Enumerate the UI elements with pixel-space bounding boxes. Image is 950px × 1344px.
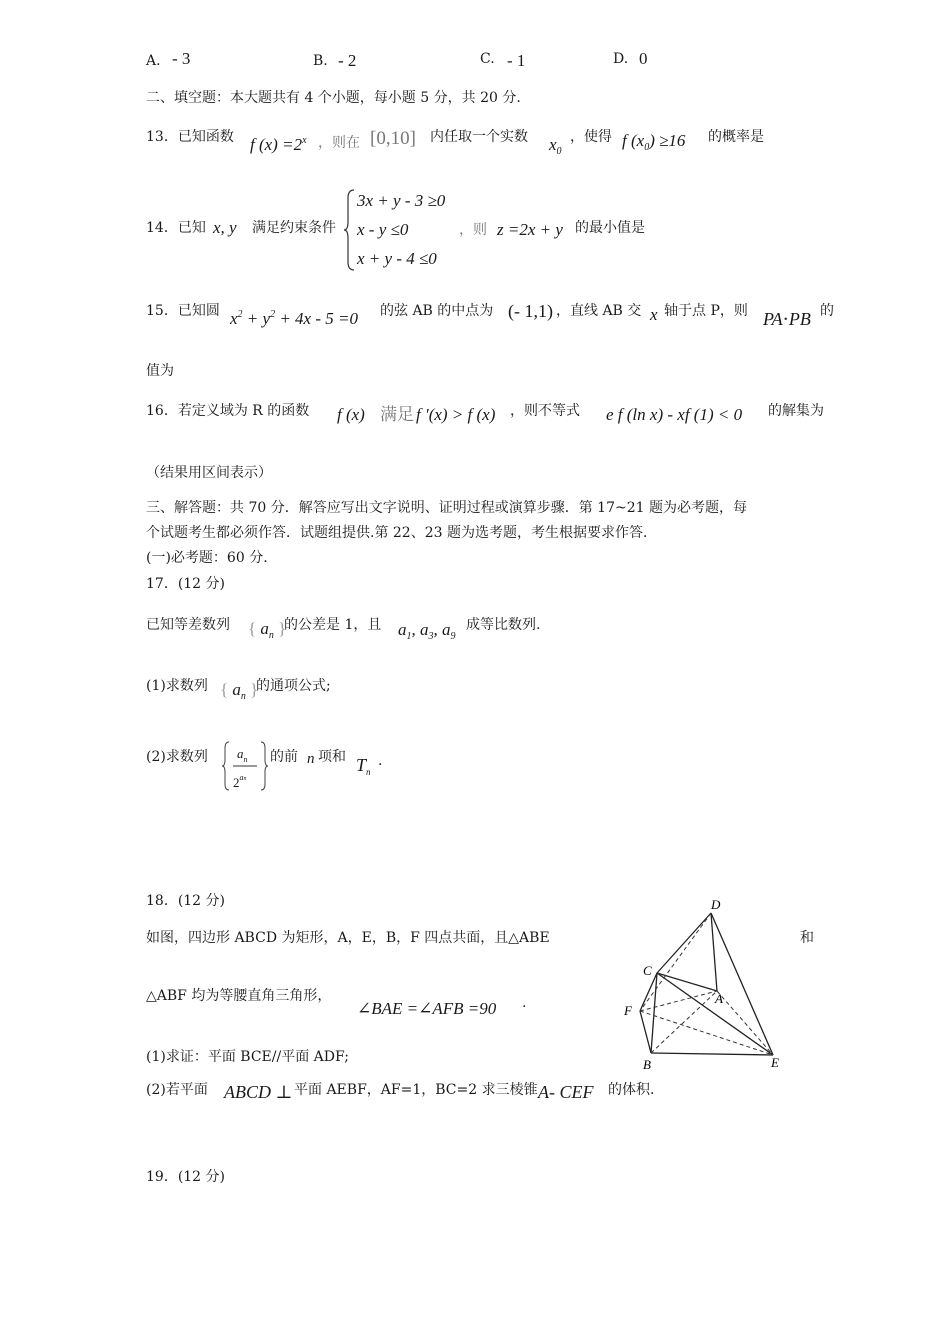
fig-label-E: E [771,1055,779,1070]
fig-dash-FE [640,1011,773,1055]
q18-figure [615,895,795,1075]
option-b-value: - 2 [338,51,357,70]
section3-line1: 三、解答题：共 70 分．解答应写出文字说明、证明过程或演算步骤．第 17~21 题为必考题，每 [146,500,747,516]
q14-text2: ，则 [459,222,487,238]
q17-frac-den: $2^{an}$ [233,773,247,790]
q13-interval: [0,10] [370,128,416,149]
q15-text1: 的弦 AB 的中点为 [380,303,494,319]
fig-edge-FB [640,1011,651,1053]
section3-line2: 个试题考生都必须作答．试题组提供.第 22、23 题为选考题，考生根据要求作答． [146,525,657,541]
q15-x: x [650,305,658,324]
q16-text3: 的解集为 [768,403,824,419]
fig-label-A: A [715,991,723,1006]
q18-angle: ∠BAE =∠AFB =90 [357,999,497,1018]
q13-mid: ，则在 [318,135,360,151]
q17-intro3: 成等比数列. [466,617,541,633]
q14-c1: 3x + y - 3 ≥0 [357,191,446,210]
q17-intro2: 的公差是 1，且 [284,617,382,633]
fig-dash-BA [651,991,717,1053]
option-b-label: B. [313,53,328,69]
fig-edge-BE [651,1053,773,1055]
q17-an: { $a_n$ } [248,619,287,641]
q18-p2-c: 的体积. [608,1082,655,1098]
q18-p1: (1)求证：平面 BCE//平面 ADF; [146,1049,349,1065]
q17-terms: $a_1$, $a_3$, $a_9$ [398,620,456,642]
q17-number: 17．(12 分) [146,576,226,592]
q14-text1: 满足约束条件 [252,220,336,236]
q15-line2: 值为 [146,363,174,379]
q14-brace [344,188,356,272]
fig-dash-AE [717,991,773,1055]
q17-intro1: 已知等差数列 [146,617,230,633]
q13-text3: ，使得 [570,129,612,145]
q13-cond: f $(x_0) \ge 16$ [622,131,686,153]
fig-label-C: C [643,963,652,978]
q18-dot: . [522,995,527,1011]
q18-p2-a: (2)若平面 [146,1082,208,1098]
q17-p2-d: . [378,753,383,769]
q15-expr: PA⋅PB [763,309,811,329]
q16-number: 16．若定义域为 R 的函数 [146,403,310,419]
section3-required: (一)必考题：60 分. [146,550,268,566]
q17-n: n [307,751,315,767]
q16-line2: （结果用区间表示） [146,465,272,481]
q15-number: 15．已知圆 [146,303,220,319]
q13-number: 13．已知函数 [146,129,234,145]
q17-p2-b: 的前 [270,749,298,765]
fig-label-F: F [624,1003,632,1018]
q17-p1-an: { $a_n$ } [220,680,259,702]
q16-ineq: e f (ln x) - xf (1) < 0 [606,405,743,424]
q13-fx: f $(x) =2^x$ [250,135,307,154]
fig-label-D: D [711,897,721,912]
q18-line1: 如图，四边形 ABCD 为矩形，A，E，B，F 四点共面，且△ABE [146,930,550,946]
q15-circle: $x^2 + y^2 + 4x - 5 =0$ [230,309,358,328]
q14-c2: x - y ≤0 [357,220,409,239]
q18-p2-expr2: A- CEF [538,1082,594,1102]
q17-p2-a: (2)求数列 [146,749,208,765]
q17-p1-b: 的通项公式; [256,678,331,694]
option-c-label: C. [480,51,495,67]
q15-text4: 的 [820,303,834,319]
q16-text1: 满足 [380,405,414,425]
q15-point: (- 1,1) [508,301,553,321]
q15-text2: ，直线 AB 交 [556,303,642,319]
q13-text4: 的概率是 [708,129,764,145]
q16-cond: f ′(x) > f (x) [416,405,496,424]
fig-label-B: B [643,1057,651,1072]
q18-line2: △ABF 均为等腰直角三角形， [146,988,332,1004]
option-d-value: 0 [639,49,648,68]
q18-line1-end: 和 [800,930,814,946]
q15-text3: 轴于点 P，则 [664,303,748,319]
q19-number: 19．(12 分) [146,1169,226,1185]
q13-text2: 内任取一个实数 [430,129,528,145]
q14-number: 14．已知 [146,220,206,236]
q14-text3: 的最小值是 [575,220,645,236]
q16-fx: f (x) [337,405,365,424]
section2-heading: 二、填空题：本大题共有 4 个小题，每小题 5 分，共 20 分. [146,90,521,106]
q18-number: 18．(12 分) [146,893,226,909]
option-a-label: A. [146,53,161,69]
fig-dash-DF [640,913,711,1011]
q14-z: z =2x + y [497,220,563,239]
option-d-label: D. [613,51,629,67]
q17-T: $T_n$ [356,755,371,777]
q14-c3: x + y - 4 ≤0 [357,249,437,268]
option-a-value: - 3 [172,49,191,68]
q17-p2-c: 项和 [318,749,346,765]
q18-p2-expr: ABCD ⊥ [224,1082,293,1102]
q17-p1-a: (1)求数列 [146,678,208,694]
q13-x0: $x_0$ [549,135,562,157]
q16-text2: ，则不等式 [510,403,580,419]
option-c-value: - 1 [507,51,526,70]
q18-p2-b: 平面 AEBF，AF=1，BC=2 求三棱锥 [294,1082,538,1098]
fig-edge-DC [657,913,711,973]
q17-frac-num: $a_n$ [237,746,248,764]
q14-vars: x, y [213,218,237,237]
